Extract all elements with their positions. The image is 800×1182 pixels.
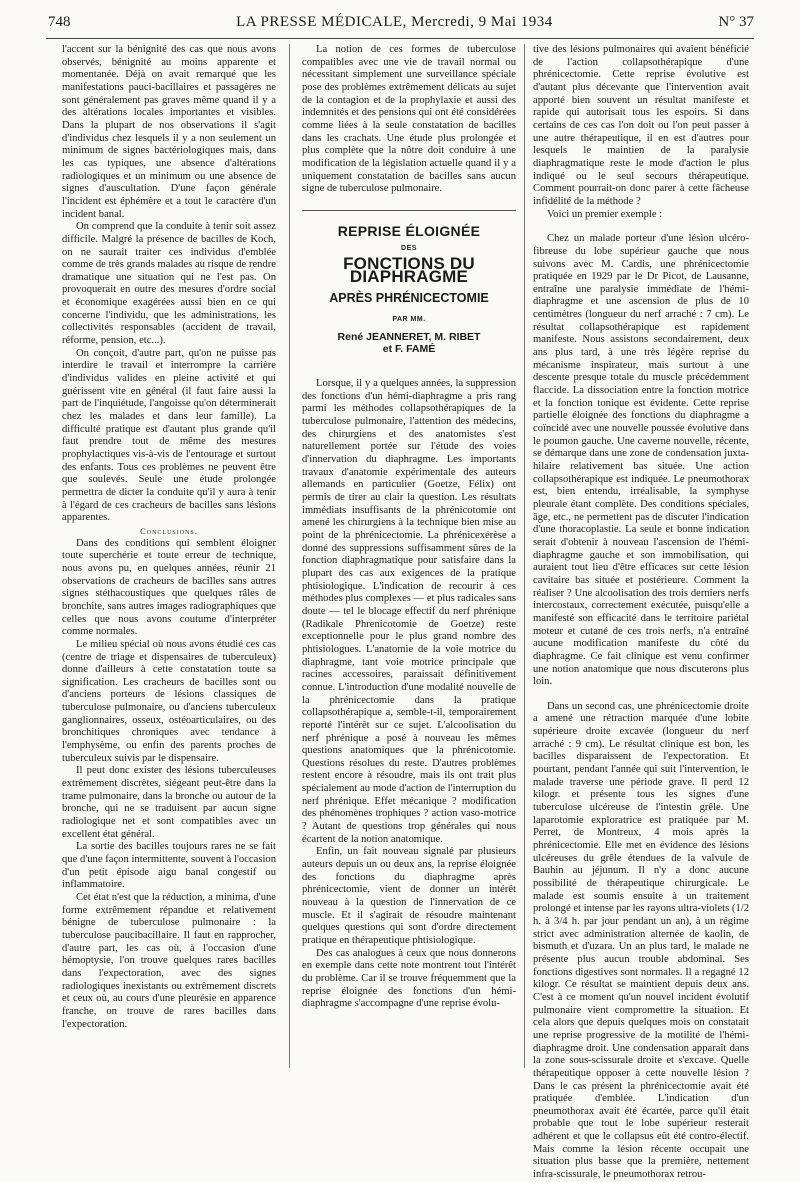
paragraph: Enfin, un fait nouveau signalé par plusieurs auteurs depuis un ou deux ans, la reprise éloignée des fonctions du diaphragme après phrénicectomie, vient de donner un intérêt nouveau à la question de l'innervation de ce muscle. Et il s'agirait de résoudre maintenant quelques questions qui sont d'ordre directement pratique en thérapeutique phtisiologique.: [302, 846, 516, 946]
byline-par: PAR MM.: [392, 316, 426, 324]
article-heading: [302, 222, 516, 356]
paragraph: Voici un premier exemple :: [547, 208, 663, 220]
paragraph: Lorsque, il y a quelques années, la suppression des fonctions d'un hémi-diaphragme a pris rang parmi les méthodes collapsothérapiques de la tuberculose pulmonaire, l'attention des médecins, des chirurgiens et des anatomistes s'est naturellement portée sur l'étude des voies d'innervation du diaphragme. Les importants travaux d'anatomie expérimentale des auteurs allemands en particulier (Goetze, Félix) ont permis de tirer au clair la question. Les résultats immédiats insuffisants de la phrénicotomie ont amené les chirurgiens à la technique bien mise au point de la phrénicectomie. La phrénicexérèse a donné des suppressions suffisamment sûres de la fonction diaphragmatique pour satisfaire dans la plupart des cas aux exigences de la pratique phtisiologique. L'indication de recourir à ces méthodes plus complexes — et plus radicales sans doute — tel le blocage effectif du nerf phrénique (Radikale Phrenicotomie de Goetze) reste exceptionnelle pour le plus grand nombre des phtisiologues. L'anatomie de la voie motrice du diaphragme, tant voie motrice principale que racines accessoires, paraissait définitivement connue. L'introduction d'une modalité nouvelle de la phrénicectomie dans la pratique collapsothérapique a, semble-t-il, temporairement reporté l'intérêt sur ce sujet. L'alcoolisation du nerf phrénique a posé à nouveau les mêmes questions anatomiques que la phrénicotomie. Questions résolues du reste. D'autres problèmes restent encore à résoudre, mais ils ont trait plus spécialement au mode d'action de l'interruption du nerf phrénique. Effet mécanique ? modification des phénomènes trophiques ? action vaso-motrice ? Autant de questions trop générales qui nous écartent de la notion anatomique.: [302, 378, 516, 845]
issue-number: N° 37: [718, 14, 754, 30]
column-divider-1: [289, 44, 290, 1068]
authors-line-1: René JEANNERET, M. RIBET: [337, 330, 481, 343]
page-number: 748: [48, 14, 71, 30]
text-column-1: [62, 44, 276, 1068]
page-header: [48, 14, 754, 38]
paragraph: On conçoit, d'autre part, qu'on ne puisse pas interdire le travail et interrompre la carrière d'individus valides en pleine activité et qui guérissent vite en général (il faut faire aussi la part de l'inquiétude, l'angoisse qu'on déterminerait chez les malades et dans leur famille). La difficulté pratique est d'autant plus grande qu'il faut prendre tout de même des mesures prophylactiques vis-à-vis de l'entourage et surtout des enfants. Tous ces problèmes ne peuvent être que soulevés. Seule une étude prolongée permettra de dicter la conduite qu'il y aura à tenir à l'égard de ces cracheurs de bacilles sans lésions apparentes.: [62, 347, 276, 524]
spacer: [533, 221, 749, 233]
spacer: [533, 689, 749, 701]
text-column-2: [302, 44, 516, 1068]
section-divider: [302, 210, 516, 211]
paragraph: Il peut donc exister des lésions tuberculeuses extrêmement discrètes, siégeant peut-être dans la trame pulmonaire, dans la bronche ou autour de la bronche, qui ne se traduisent par aucun signe radiologique net et sont compatibles avec un excellent état général.: [62, 765, 276, 840]
journal-title: [236, 14, 553, 31]
paragraph: On comprend que la conduite à tenir soit assez difficile. Malgré la présence de bacilles de Koch, on ne saurait traiter ces individus d'emblée comme de très grands malades au risque de rendre dramatique une situation qui ne l'est pas. On provoquerait en outre des mesures d'ordre social et économique exagérées aussi bien en ce qui concerne l'individu, que les administrations, les collectivités responsables (accident de travail, réforme, pension, etc...).: [62, 221, 276, 347]
paragraph: tive des lésions pulmonaires qui avaient bénéficié de l'action collapsothérapique d'une phrénicectomie. Cette reprise évolutive est d'autant plus décevante que l'intervention avait apporté bien souvent un résultat manifeste et rapide qui autorisait tous les espoirs. Si dans certains de ces cas l'on doit ou l'on peut passer à une autre thérapeutique, il en est d'autres pour lesquels le maintien de la paralysie diaphragmatique reste le mode d'action le plus indiqué ou le seul secours thérapeutique. Comment pourrait-on donc parer à cette fâcheuse infidélité de la méthode ?: [533, 44, 749, 207]
paragraph: Chez un malade porteur d'une lésion ulcéro-fibreuse du lobe supérieur gauche que nous suivons avec M. Cardis, une phrénicectomie pratiquée en 1929 par le Dr Picot, de Lausanne, entraîne une paralysie immédiate de l'hémi-diaphragme et une ascension de plus de 10 centimètres (longueur du nerf arraché : 7 cm). Le résultat collapsothérapique est rapidement manifeste. Nous assistons secondairement, deux ans plus tard, à une très légère reprise du mécanisme inspirateur, mais surtout à une descente presque totale du muscle précédemment flaccide. La dissociation entre la fonction motrice et la fonction tonique est évidente. Cette reprise partielle éloignée des fonctions du diaphragme a coïncidé avec une nouvelle poussée évolutive dans le poumon gauche. Une caverne nouvelle, récente, se démarque dans une zone de condensation juxta-hilaire relativement bas située. Une action collapsothérapique est indiquée. Le pneumothorax est, bien entendu, irréalisable, la symphyse pleurale étant complète. Des conditions spéciales, âge, etc., ne permettent pas de discuter l'indication d'une thoracoplastie. La seule et bonne indication serait d'obtenir à nouveau l'ascension de l'hémi-diaphragme gauche et son immobilisation, qui auraient tout lieu d'être efficaces sur cette lésion cavitaire bas située et postérieure. Comment la réaliser ? Une alcoolisation des trois derniers nerfs intercostaux, correctement exécutée, puisqu'elle a manifesté son efficacité dans le territoire pariétal moteur et cutané de ces trois nerfs, n'a entraîné aucune modification manifeste du côté du diaphragme. Ce fait clinique est venu confirmer une notion anatomique que nous discuterons plus loin.: [533, 233, 749, 688]
header-rule: [46, 38, 754, 39]
authors-line-2: et F. FAMÉ: [382, 343, 436, 356]
article-title-line-2: FONCTIONS DU DIAPHRAGME: [343, 254, 475, 286]
paragraph: Le milieu spécial où nous avons étudié ces cas (centre de triage et dispensaires de tuberculeux) donne d'ailleurs à cette constatation toute sa signification. Les cracheurs de bacilles sont ou d'anciens porteurs de lésions classiques de tuberculose pulmonaire, ou d'anciens tuberculeux ganglionnaires, osseux, ostéoarticulaires, ou des bronchitiques chroniques avec tendance à l'emphysème, ou enfin des parents proches de tuberculeux suivis par le dispensaire.: [62, 638, 276, 764]
paragraph: l'accent sur la bénignité des cas que nous avons observés, bénignité au moins apparente et momentanée. Déjà on avait remarqué que les manifestations pauci-bacillaires et passagères ne sont généralement pas graves même quand il y a des altérations locales importantes et visibles. Dans la plupart de nos observations il s'agit d'individus chez lesquels il y a non seulement un minimum de signes bactériologiques mais, dans les cas typiques, une absence d'altérations radiologiques et un minimum ou une absence de signes d'auscultation. D'une façon générale l'incident est éphémère et a tout le caractère d'un incident banal.: [62, 44, 276, 220]
paragraph: La sortie des bacilles toujours rares ne se fait que d'une façon intermittente, souvent à l'occasion d'un petit épisode aigu banal congestif ou inflammatoire.: [62, 841, 276, 891]
text-column-3: [533, 44, 749, 1181]
paragraph: Cet état n'est que la réduction, a minima, d'une forme extrêmement répandue et relativement bénigne de tuberculose pulmonaire : la tuberculose paucibacillaire. Il faut en rapprocher, d'autre part, les cas où, à l'occasion d'une hémoptysie, l'on trouve quelques rares bacilles dans l'expectoration, avec des signes radiologiques inexistants ou extrêmement discrets et ceux où, au cours d'une pleurésie en apparence franche, on trouve de rares bacilles dans l'expectoration.: [62, 891, 276, 1030]
paragraph: Des cas analogues à ceux que nous donnerons en exemple dans cette note montrent tout l'intérêt du problème. Car il se trouve fréquemment que la reprise éloignée des fonctions d'un hémi-diaphragme s'accompagne d'une reprise évolu-: [302, 947, 516, 1010]
paragraph: La notion de ces formes de tuberculose compatibles avec une vie de travail normal ou nécessitant simplement une surveillance spéciale pose des problèmes extrêmement délicats au sujet de la contagion et de la prophylaxie et aussi des indemnités et des pensions qui ont été considérées comme liées à la seule constatation de bacilles dans les crachats. Une étude plus prolongée et plus complète que la nôtre doit conduire à une modification de la législation actuelle quand il y a uniquement constatation de bacilles sans aucun signe de tuberculose pulmonaire.: [302, 44, 516, 195]
paragraph: Dans des conditions qui semblent éloigner toute superchérie et toute erreur de technique, nous avons pu, en quelques années, réunir 21 observations de cracheurs de bacilles sans autres signes stéthacoustiques que quelques râles de bronchite, sans autres images radiographiques que celles que nous avons coutume d'interpréter comme normales.: [62, 537, 276, 638]
conclusions-heading: Conclusions.: [140, 525, 198, 536]
issue-date: Mercredi, 9 Mai 1934: [411, 14, 553, 30]
article-title-line-3: APRÈS PHRÉNICECTOMIE: [329, 290, 489, 305]
article-title-des: DES: [401, 244, 417, 252]
column-divider-2: [524, 44, 525, 1068]
paragraph: Dans un second cas, une phrénicectomie droite a amené une rétraction marquée d'une lobite supérieure droite excavée (longueur du nerf arraché : 9 cm). Le résultat clinique est bon, les bacilles disparaissent de l'expectoration. Et pourtant, pendant l'année qui suit l'intervention, le malade traverse une période grave. Il perd 12 kilogr. et présente tous les signes d'une tuberculose ulcéreuse de l'intestin grêle. Une laparotomie exploratrice est pratiquée par M. Perret, de Montreux, 4 mois après la phrénicectomie. Elle met en évidence des lésions ulcéreuses du grêle étendues de la valvule de Bauhin au jéjunum. Il n'y a donc aucune possibilité de thérapeutique chirurgicale. Le malade est soumis ensuite à un traitement prolongé et intense par les rayons ultra-violets (1/2 h. à 3/4 h. par jour pendant un an), à un régime strict avec administration alternée de kaolin, de bismuth et d'uzara. Un an plus tard, le malade ne présente plus aucun trouble abdominal. Ses fonctions digestives sont normales. Il a regagné 12 kilogr. Ce résultat se maintient depuis deux ans. C'est à ce moment qu'un nouvel incident évolutif pulmonaire vient compromettre la situation. Et cela alors que depuis quelques mois on constatait une reprise progressive de la motilité de l'hémi-diaphragme droit. Une condensation apparaît dans la zone sous-scissurale droite et s'excave. Quelle thérapeutique opposer à cette nouvelle lésion ? Dans le cas présent la phrénicectomie avait été pratiquée d'emblée. L'indication d'un pneumothorax avait été écartée, parce qu'il était probable que tout le lobe supérieur resterait adhérent et que le collapsus eût été contro-électif. Mais comme la lésion récente occupait une situation plus basse que la première, nettement infra-scissurale, le pneumothorax retrou-: [533, 700, 749, 1181]
article-title-line-1: REPRISE ÉLOIGNÉE: [337, 222, 481, 239]
journal-name: LA PRESSE MÉDICALE,: [236, 14, 407, 30]
